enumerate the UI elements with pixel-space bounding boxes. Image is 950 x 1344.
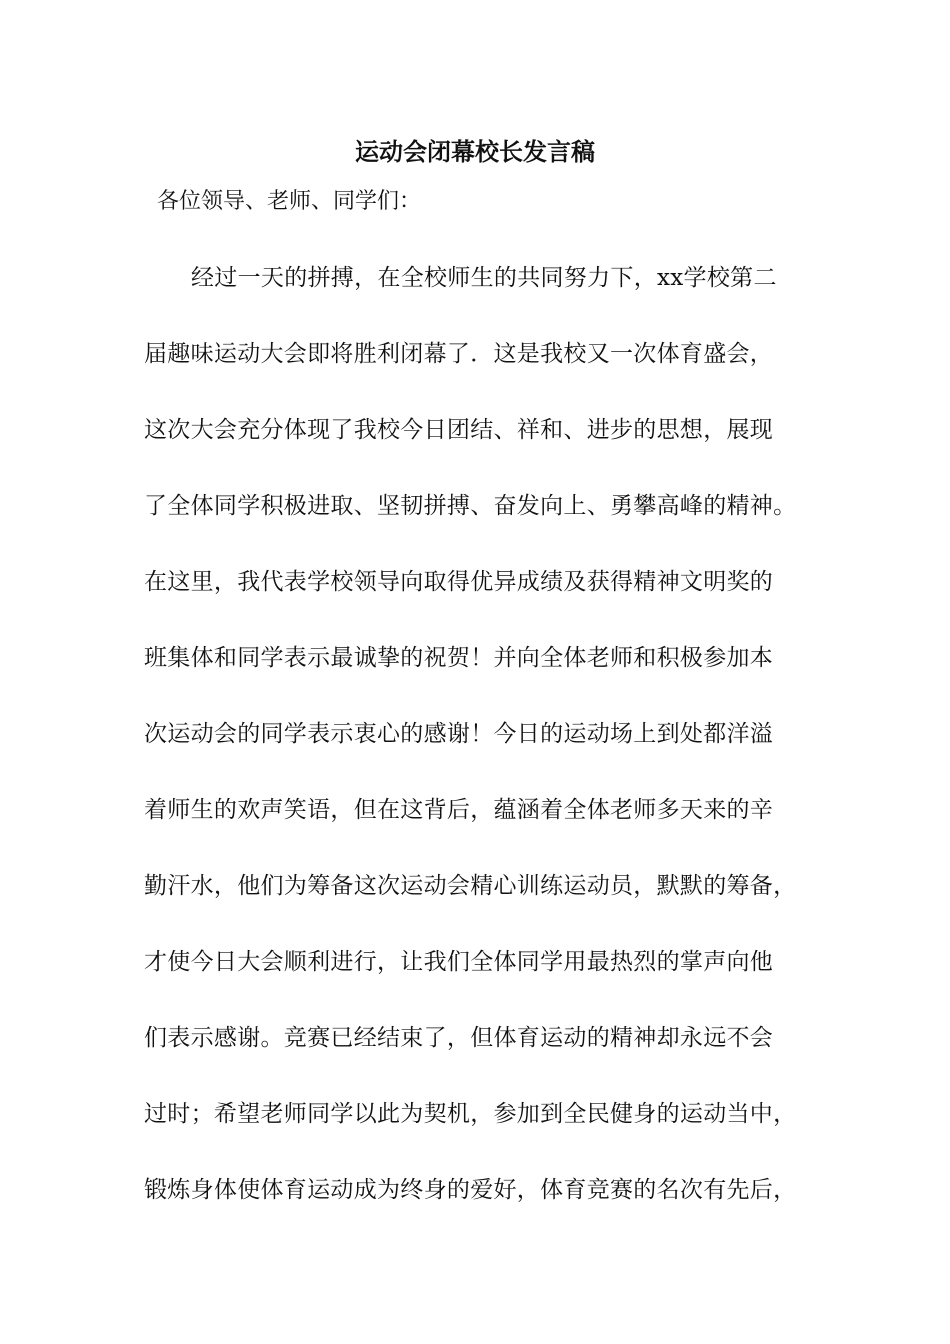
salutation: 各位领导、老师、同学们： <box>157 189 422 214</box>
body-line: 在这里，我代表学校领导向取得优异成绩及获得精神文明奖的 <box>144 569 774 595</box>
body-line: 了全体同学积极进取、坚韧拼搏、奋发向上、勇攀高峰的精神。 <box>144 493 797 519</box>
body-text <box>144 258 834 1246</box>
body-line: 们表示感谢。竞赛已经结束了，但体育运动的精神却永远不会 <box>144 1025 774 1051</box>
document-title: 运动会闭幕校长发言稿 <box>355 137 595 166</box>
body-line: 经过一天的拼搏，在全校师生的共同努力下，xx学校第二 <box>191 265 777 291</box>
body-line: 过时；希望老师同学以此为契机，参加到全民健身的运动当中， <box>144 1101 797 1127</box>
body-line: 着师生的欢声笑语，但在这背后，蕴涵着全体老师多天来的辛 <box>144 797 774 823</box>
body-line: 届趣味运动大会即将胜利闭幕了．这是我校又一次体育盛会， <box>144 341 774 367</box>
body-line: 勤汗水，他们为筹备这次运动会精心训练运动员，默默的筹备， <box>144 873 797 899</box>
body-line: 这次大会充分体现了我校今日团结、祥和、进步的思想，展现 <box>144 417 774 443</box>
body-line: 次运动会的同学表示衷心的感谢！今日的运动场上到处都洋溢 <box>144 721 774 747</box>
body-line: 才使今日大会顺利进行，让我们全体同学用最热烈的掌声向他 <box>144 949 774 975</box>
body-line: 班集体和同学表示最诚挚的祝贺！并向全体老师和积极参加本 <box>144 645 774 671</box>
body-line: 锻炼身体使体育运动成为终身的爱好，体育竞赛的名次有先后， <box>144 1177 797 1203</box>
